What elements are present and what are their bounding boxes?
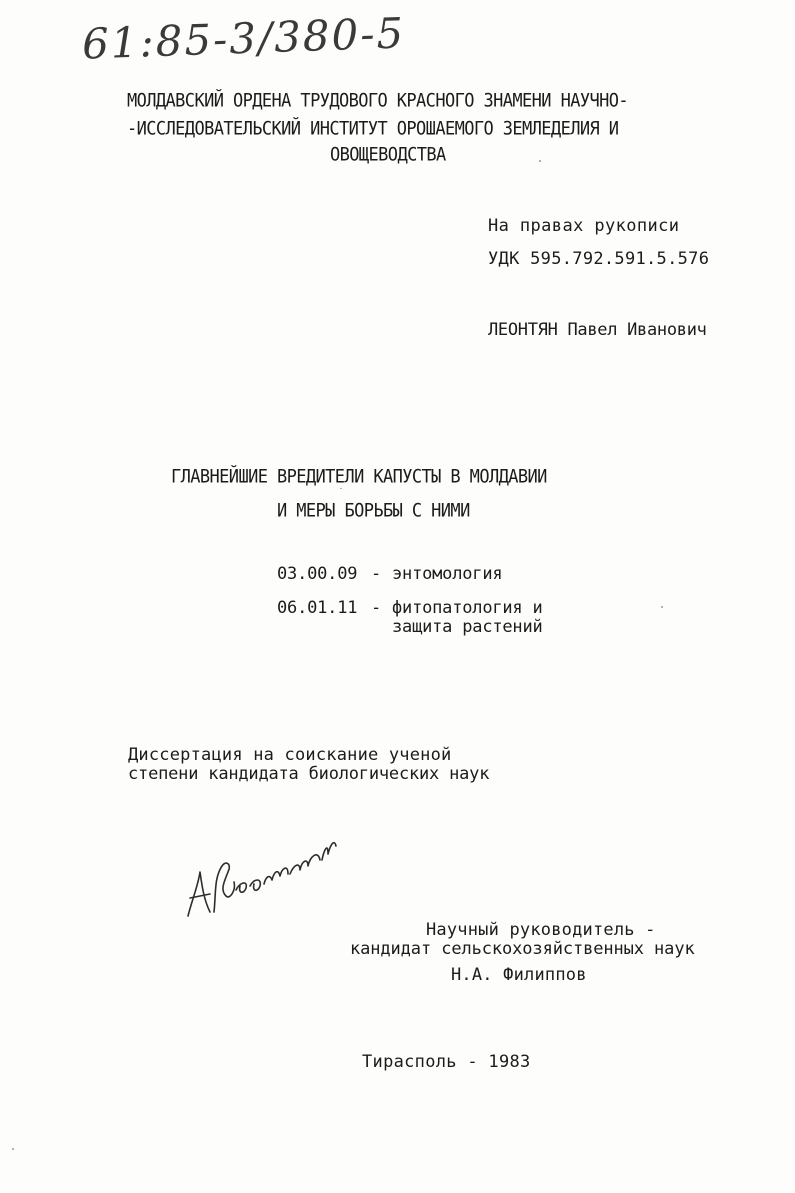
thesis-title-line-2: И МЕРЫ БОРЬБЫ С НИМИ — [277, 499, 470, 523]
author-signature — [170, 820, 350, 930]
institution-line-2: -ИССЛЕДОВАТЕЛЬСКИЙ ИНСТИТУТ ОРОШАЕМОГО ЗЕМЛЕДЕЛИЯ И — [127, 117, 619, 141]
specialty-2-code: 06.01.11 — [277, 598, 358, 618]
udc-code: УДК 595.792.591.5.576 — [488, 249, 710, 269]
author-name: ЛЕОНТЯН Павел Иванович — [488, 320, 707, 340]
institution-line-1: МОЛДАВСКИЙ ОРДЕНА ТРУДОВОГО КРАСНОГО ЗНАМЕНИ НАУЧНО- — [127, 89, 629, 113]
scan-speck — [340, 488, 342, 489]
institution-line-3: ОВОЩЕВОДСТВА — [330, 143, 446, 167]
specialty-2-name-line-2: защита растений — [392, 617, 543, 637]
scan-speck — [539, 160, 541, 162]
degree-line-1: Диссертация на соискание ученой — [128, 745, 452, 765]
specialty-2-dash: - — [371, 598, 382, 618]
scan-speck — [12, 1148, 14, 1150]
specialty-1-code: 03.00.09 — [277, 564, 358, 584]
supervisor-name: Н.А. Филиппов — [451, 965, 587, 985]
specialty-1-dash: - — [371, 564, 382, 584]
place-and-year: Тирасполь - 1983 — [362, 1052, 531, 1072]
specialty-1-name: энтомология — [392, 564, 503, 584]
supervisor-rank: кандидат сельскохозяйственных наук — [350, 939, 695, 959]
degree-line-2: степени кандидата биологических наук — [128, 764, 490, 784]
scan-speck — [661, 606, 663, 608]
thesis-title-line-1: ГЛАВНЕЙШИЕ ВРЕДИТЕЛИ КАПУСТЫ В МОЛДАВИИ — [171, 465, 547, 489]
supervisor-role: Научный руководитель - — [426, 920, 656, 940]
archive-mark: 61:85-3/380-5 — [81, 8, 406, 69]
manuscript-note: На правах рукописи — [488, 216, 680, 236]
specialty-2-name-line-1: фитопатология и — [392, 598, 543, 618]
